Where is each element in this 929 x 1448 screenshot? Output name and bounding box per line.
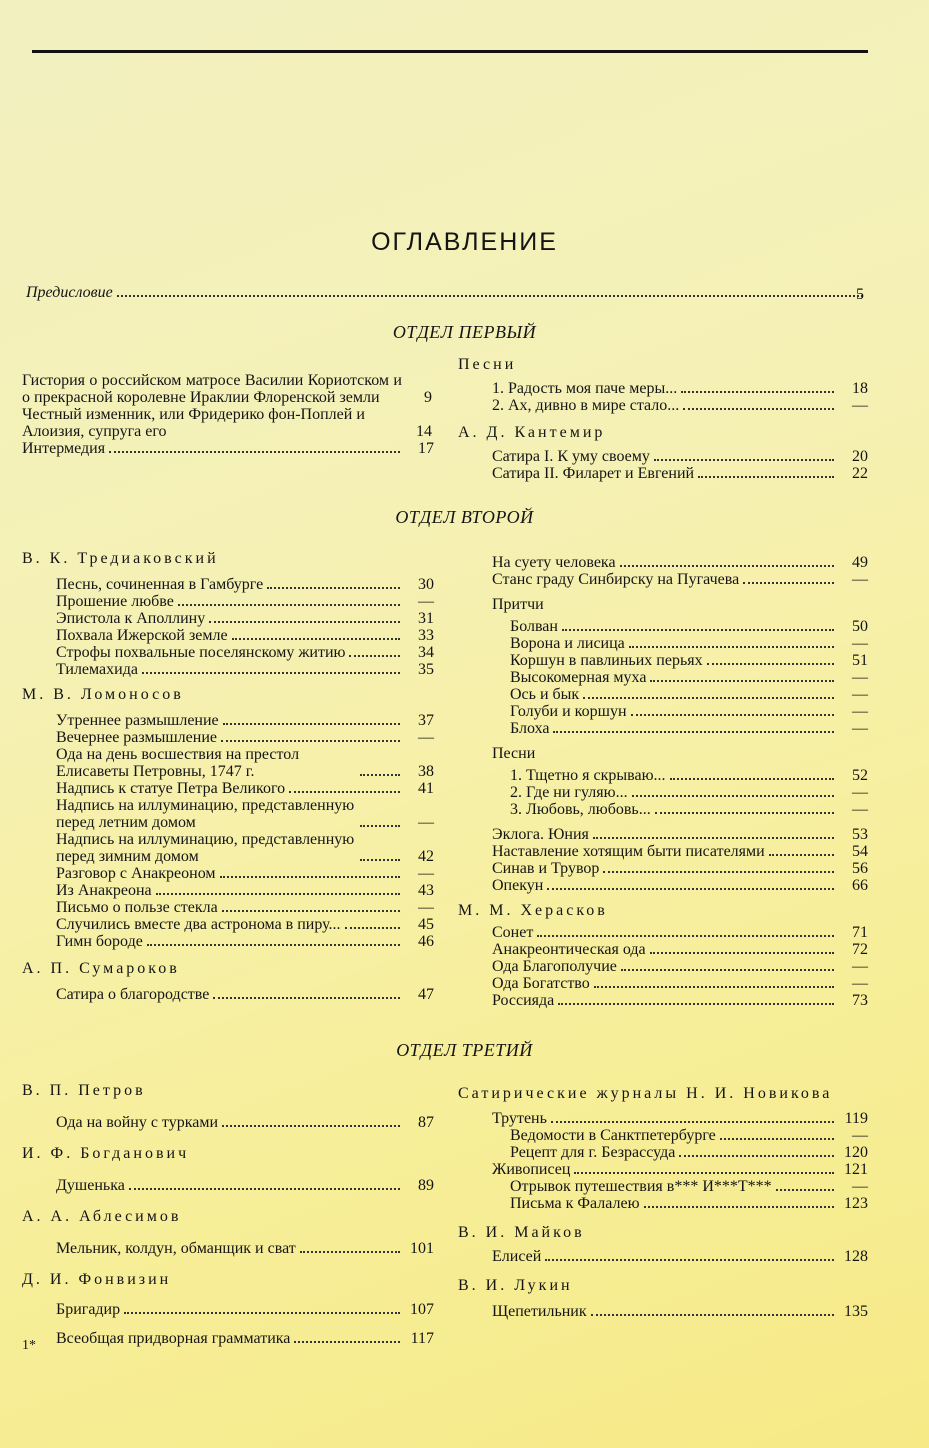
dot-leader (698, 476, 834, 478)
entry-page: — (852, 1178, 868, 1195)
group-heading: Песни (492, 745, 536, 762)
entry-title: Ворона и лисица (510, 635, 625, 652)
signature-mark: 1* (22, 1338, 36, 1353)
section3-left-column (22, 1082, 434, 1359)
entry-page: — (852, 635, 868, 652)
entry-title: 2. Ах, дивно в мире стало... (492, 397, 680, 414)
entry-title: Коршун в павлиньих перьях (510, 652, 703, 669)
dot-leader (124, 1312, 400, 1314)
entry-page: 17 (418, 440, 434, 457)
dot-leader (650, 680, 834, 682)
dot-leader (776, 1189, 834, 1191)
dot-leader (683, 408, 834, 410)
dot-leader (743, 582, 834, 584)
entry-title: Голуби и коршун (510, 703, 627, 720)
entry-title: 1. Радость моя паче меры... (492, 380, 678, 397)
author-heading: А. А. Аблесимов (22, 1208, 182, 1225)
entry-page: 20 (852, 448, 868, 465)
toc-entry[interactable] (492, 1248, 868, 1265)
top-rule (32, 50, 868, 53)
dot-leader (650, 952, 834, 954)
dot-leader (232, 638, 400, 640)
dot-leader (147, 944, 400, 946)
entry-title: Рецепт для г. Безрассуда (510, 1144, 676, 1161)
entry-page: 31 (418, 610, 434, 627)
entry-page: — (852, 1127, 868, 1144)
entry-page: 101 (410, 1240, 434, 1257)
entry-page: 51 (852, 652, 868, 669)
entry-title: Наставление хотящим быти писателями (492, 843, 765, 860)
entry-page: 117 (410, 1330, 434, 1347)
dot-leader (223, 723, 400, 725)
dot-leader (655, 812, 834, 814)
dot-leader (629, 646, 834, 648)
dot-leader (654, 459, 834, 461)
entry-title: Щепетильник (492, 1303, 587, 1320)
entry-page: 119 (844, 1110, 868, 1127)
dot-leader (551, 1121, 834, 1123)
toc-entry[interactable] (510, 686, 868, 703)
entry-page: 37 (418, 712, 434, 729)
entry-title: Ода Благополучие (492, 958, 617, 975)
author-heading: А. П. Сумароков (22, 960, 180, 977)
entry-page: 87 (418, 1114, 434, 1131)
toc-entry[interactable] (492, 941, 868, 958)
section-heading-first: ОТДЕЛ ПЕРВЫЙ (392, 322, 537, 342)
entry-page: — (852, 397, 868, 414)
toc-entry[interactable] (56, 746, 434, 780)
toc-entry[interactable] (22, 406, 434, 440)
entry-page: — (418, 865, 434, 882)
toc-entry[interactable] (56, 1114, 434, 1131)
toc-entry[interactable] (492, 448, 868, 465)
entry-title: Письма к Фалалею (510, 1195, 640, 1212)
toc-entry[interactable] (56, 610, 434, 627)
preface-page: 5 (856, 286, 864, 303)
entry-title: Отрывок путешествия в*** И***Т*** (510, 1178, 772, 1195)
entry-title: Строфы похвальные поселянскому житию (56, 644, 346, 661)
dot-leader (545, 1259, 834, 1261)
entry-page: 9 (424, 389, 432, 406)
toc-entry[interactable] (492, 1303, 868, 1320)
entry-page: 56 (852, 860, 868, 877)
entry-page: — (852, 975, 868, 992)
entry-page: 89 (418, 1177, 434, 1194)
entry-title: Россияда (492, 992, 555, 1009)
dot-leader (178, 604, 400, 606)
dot-leader (593, 837, 834, 839)
entry-title: Опекун (492, 877, 544, 894)
dot-leader (349, 655, 400, 657)
entry-page: — (852, 686, 868, 703)
dot-leader (558, 1003, 834, 1005)
toc-entry[interactable] (56, 576, 434, 593)
preface-label: Предисловие (26, 284, 113, 301)
entry-title: Ведомости в Санктпетербурге (510, 1127, 716, 1144)
entry-page: 45 (418, 916, 434, 933)
entry-page: 120 (844, 1144, 868, 1161)
toc-entry[interactable] (56, 899, 434, 916)
entry-title: Похвала Ижерской земле (56, 627, 228, 644)
dot-leader (117, 295, 863, 297)
entry-page: — (852, 571, 868, 588)
entry-page: — (418, 899, 434, 916)
toc-entry[interactable] (492, 1110, 868, 1127)
entry-page: 22 (852, 465, 868, 482)
entry-title: Бригадир (56, 1301, 121, 1318)
dot-leader (156, 893, 400, 895)
author-heading: Сатирические журналы Н. И. Новикова (458, 1085, 833, 1102)
toc-entry[interactable] (56, 1240, 434, 1257)
entry-page: 18 (852, 380, 868, 397)
dot-leader (345, 927, 400, 929)
toc-entry[interactable] (492, 397, 868, 414)
entry-title: Живописец (492, 1161, 571, 1178)
toc-entry[interactable] (56, 729, 434, 746)
dot-leader (594, 986, 834, 988)
toc-entry[interactable] (492, 571, 868, 588)
entry-page: — (852, 669, 868, 686)
toc-entry[interactable] (56, 882, 434, 899)
entry-title: Прошение любве (56, 593, 174, 610)
author-heading: В. И. Майков (458, 1224, 585, 1241)
entry-title: Ода на день восшествия на престол Елисаветы Петровны, 1747 г. (56, 746, 300, 780)
dot-leader (632, 795, 834, 797)
dot-leader (289, 791, 400, 793)
toc-entry[interactable] (492, 465, 868, 482)
toc-entry[interactable] (492, 1195, 868, 1212)
dot-leader (591, 1314, 834, 1316)
entry-title: Болван (510, 618, 558, 635)
toc-entry[interactable] (510, 703, 868, 720)
entry-title: Сатира о благородстве (56, 986, 210, 1003)
entry-page: 47 (418, 986, 434, 1003)
toc-entry[interactable] (492, 860, 868, 877)
author-heading: И. Ф. Богданович (22, 1145, 190, 1162)
toc-entry[interactable] (510, 652, 868, 669)
dot-leader (681, 391, 834, 393)
toc-entry[interactable] (492, 380, 868, 397)
toc-entry[interactable] (492, 826, 868, 843)
entry-title: Душенька (56, 1177, 125, 1194)
group-heading: Притчи (492, 596, 544, 613)
toc-entry[interactable] (56, 797, 434, 831)
toc-entry[interactable] (492, 992, 868, 1009)
entry-title: Ода Богатство (492, 975, 590, 992)
section1-right-column (458, 356, 868, 482)
dot-leader (537, 935, 834, 937)
toc-entry[interactable] (56, 661, 434, 678)
entry-page: 34 (418, 644, 434, 661)
entry-title: Случились вместе два астронома в пиру... (56, 916, 341, 933)
dot-leader (360, 825, 400, 827)
toc-entry[interactable] (492, 877, 868, 894)
entry-page: 66 (852, 877, 868, 894)
entry-page: 121 (844, 1161, 868, 1178)
toc-entry[interactable] (56, 986, 434, 1003)
dot-leader (300, 1251, 400, 1253)
author-heading: В. П. Петров (22, 1082, 146, 1099)
entry-title: Ода на войну с турками (56, 1114, 219, 1131)
entry-page: 73 (852, 992, 868, 1009)
entry-title: Трутень (492, 1110, 547, 1127)
entry-page: 107 (410, 1301, 434, 1318)
entry-title: Станс граду Синбирску на Пугачева (492, 571, 740, 588)
entry-title: Эклога. Юния (492, 826, 589, 843)
entry-title: 2. Где ни гуляю... (510, 784, 628, 801)
entry-title: Анакреонтическая ода (492, 941, 646, 958)
dot-leader (221, 740, 400, 742)
author-heading: В. К. Тредиаковский (22, 550, 219, 567)
dot-leader (670, 778, 834, 780)
toc-entry[interactable] (492, 843, 868, 860)
toc-entry[interactable] (56, 933, 434, 950)
toc-entry[interactable] (56, 644, 434, 661)
toc-entry[interactable] (22, 440, 434, 457)
entry-page: 30 (418, 576, 434, 593)
dot-leader (553, 731, 834, 733)
entry-page: 42 (418, 848, 434, 865)
entry-page: — (418, 814, 434, 831)
toc-entry[interactable] (56, 593, 434, 610)
entry-page: 54 (852, 843, 868, 860)
entry-page: 135 (844, 1303, 868, 1320)
section2-right-column (458, 554, 868, 1009)
toc-entry[interactable] (510, 618, 868, 635)
entry-title: Вечернее размышление (56, 729, 217, 746)
toc-entry[interactable] (492, 975, 868, 992)
entry-page: 128 (844, 1248, 868, 1265)
dot-leader (360, 774, 400, 776)
preface-entry[interactable] (26, 284, 867, 301)
group-heading: Песни (458, 356, 517, 373)
page-title: ОГЛАВЛЕНИЕ (371, 228, 558, 256)
author-heading: В. И. Лукин (458, 1277, 573, 1294)
dot-leader (562, 629, 834, 631)
author-heading: Д. И. Фонвизин (22, 1271, 172, 1288)
dot-leader (547, 888, 834, 890)
entry-title: Сатира II. Филарет и Евгений (492, 465, 695, 482)
entry-title: Елисей (492, 1248, 542, 1265)
toc-entry[interactable] (56, 1301, 434, 1318)
entry-page: — (418, 593, 434, 610)
dot-leader (267, 587, 400, 589)
toc-entry[interactable] (510, 635, 868, 652)
entry-page: 52 (852, 767, 868, 784)
toc-entry[interactable] (56, 712, 434, 729)
dot-leader (720, 1138, 834, 1140)
dot-leader (620, 565, 834, 567)
dot-leader (222, 910, 400, 912)
entry-page: 46 (418, 933, 434, 950)
entry-page: 50 (852, 618, 868, 635)
section2-left-column (22, 550, 434, 1003)
toc-entry[interactable] (56, 1177, 434, 1194)
toc-entry[interactable] (510, 669, 868, 686)
entry-page: 53 (852, 826, 868, 843)
entry-title: Блоха (510, 720, 550, 737)
entry-page: 72 (852, 941, 868, 958)
entry-page: 43 (418, 882, 434, 899)
dot-leader (209, 621, 400, 623)
entry-title: 1. Тщетно я скрываю... (510, 767, 666, 784)
entry-title: Ось и бык (510, 686, 580, 703)
entry-title: Синав и Трувор (492, 860, 600, 877)
dot-leader (769, 854, 834, 856)
toc-entry[interactable] (56, 1330, 434, 1347)
dot-leader (294, 1341, 400, 1343)
entry-page: 41 (418, 780, 434, 797)
entry-title: Из Анакреона (56, 882, 152, 899)
toc-entry[interactable] (492, 1144, 868, 1161)
toc-entry[interactable] (56, 865, 434, 882)
toc-entry[interactable] (22, 372, 434, 406)
toc-entry[interactable] (56, 831, 434, 865)
entry-page: — (852, 720, 868, 737)
dot-leader (129, 1188, 400, 1190)
dot-leader (679, 1155, 834, 1157)
entry-title: Честный изменник, или Фридерико фон-Поплей и Алоизия, супруга его (22, 406, 365, 440)
entry-title: Надпись на иллуминацию, представленную перед зимним домом (56, 831, 355, 865)
entry-title: Утреннее размышление (56, 712, 219, 729)
dot-leader (631, 714, 834, 716)
entry-page: 71 (852, 924, 868, 941)
entry-page: — (852, 703, 868, 720)
dot-leader (213, 997, 400, 999)
entry-page: 35 (418, 661, 434, 678)
section-heading-third: ОТДЕЛ ТРЕТИЙ (396, 1040, 533, 1060)
toc-entry[interactable] (492, 1161, 868, 1178)
entry-title: Всеобщая придворная грамматика (56, 1330, 291, 1347)
entry-title: Интермедия (22, 440, 106, 457)
entry-page: 38 (418, 763, 434, 780)
entry-title: Гистория о российском матросе Василии Кориотском и о прекрасной королевне Ираклии Флоренской земли (22, 372, 402, 406)
dot-leader (220, 876, 400, 878)
entry-page: 14 (416, 423, 432, 440)
toc-entry[interactable] (56, 627, 434, 644)
entry-title: 3. Любовь, любовь... (510, 801, 651, 818)
toc-entry[interactable] (510, 720, 868, 737)
dot-leader (109, 451, 400, 453)
author-heading: М. М. Херасков (458, 902, 608, 919)
entry-title: Сатира I. К уму своему (492, 448, 650, 465)
entry-page: — (418, 729, 434, 746)
entry-title: Разговор с Анакреоном (56, 865, 216, 882)
entry-page: — (852, 801, 868, 818)
section3-right-column (458, 1084, 868, 1320)
author-heading: М. В. Ломоносов (22, 686, 184, 703)
dot-leader (222, 1125, 400, 1127)
toc-entry[interactable] (492, 554, 868, 571)
author-heading: А. Д. Кантемир (458, 424, 606, 441)
dot-leader (621, 969, 834, 971)
entry-title: Надпись к статуе Петра Великого (56, 780, 286, 797)
entry-title: Тилемахида (56, 661, 138, 678)
entry-title: Эпистола к Аполлину (56, 610, 206, 627)
entry-page: 33 (418, 627, 434, 644)
entry-page: 49 (852, 554, 868, 571)
entry-page: — (852, 958, 868, 975)
entry-title: Высокомерная муха (510, 669, 647, 686)
toc-entry[interactable] (56, 780, 434, 797)
entry-page: — (852, 784, 868, 801)
dot-leader (603, 871, 834, 873)
dot-leader (142, 672, 400, 674)
entry-title: На суету человека (492, 554, 616, 571)
toc-entry[interactable] (492, 1178, 868, 1195)
toc-entry[interactable] (492, 1127, 868, 1144)
dot-leader (574, 1172, 834, 1174)
dot-leader (360, 859, 400, 861)
entry-title: Надпись на иллуминацию, представленную перед летним домом (56, 797, 355, 831)
toc-entry[interactable] (510, 767, 868, 784)
entry-title: Песнь, сочиненная в Гамбурге (56, 576, 264, 593)
toc-entry[interactable] (510, 801, 868, 818)
entry-title: Письмо о пользе стекла (56, 899, 218, 916)
entry-title: Мельник, колдун, обманщик и сват (56, 1240, 296, 1257)
section-heading-second: ОТДЕЛ ВТОРОЙ (395, 507, 534, 527)
entry-title: Сонет (492, 924, 534, 941)
dot-leader (707, 663, 834, 665)
toc-entry[interactable] (492, 924, 868, 941)
toc-entry[interactable] (492, 958, 868, 975)
dot-leader (583, 697, 834, 699)
dot-leader (644, 1206, 834, 1208)
entry-page: 123 (844, 1195, 868, 1212)
toc-entry[interactable] (510, 784, 868, 801)
section1-left-column (22, 372, 434, 457)
toc-entry[interactable] (56, 916, 434, 933)
entry-title: Гимн бороде (56, 933, 143, 950)
